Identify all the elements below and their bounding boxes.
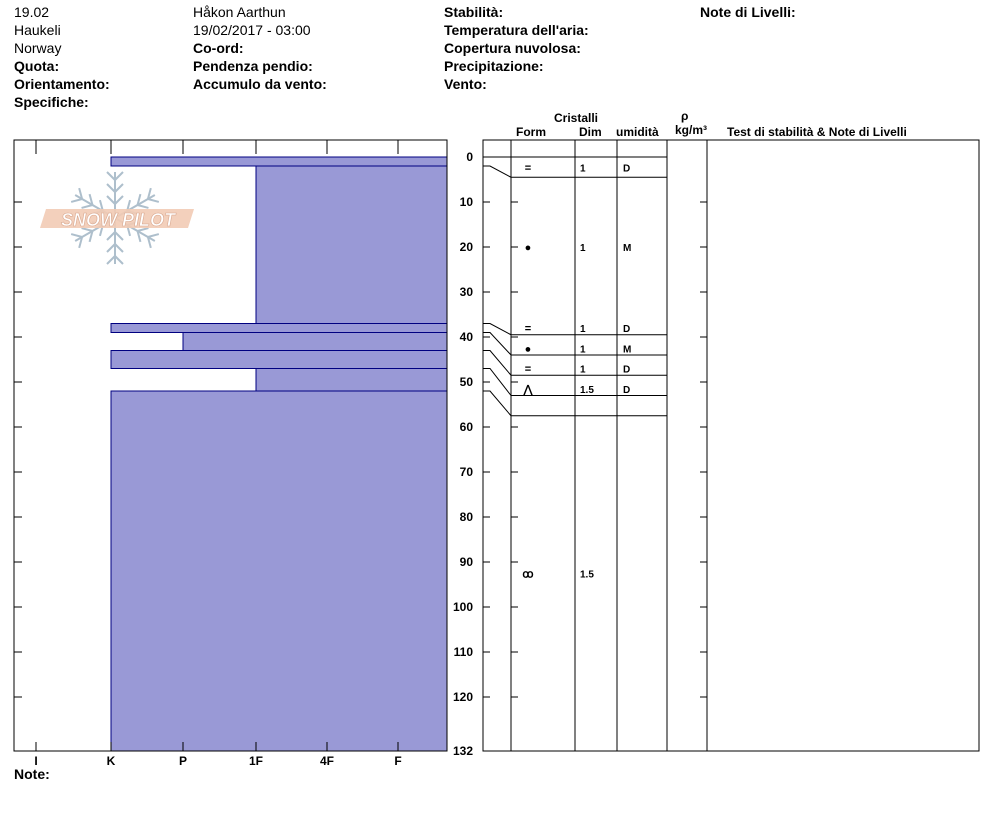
header-form: Form: [516, 125, 546, 139]
hardness-layer-6: [111, 391, 447, 751]
depth-label-120: 120: [452, 690, 473, 704]
precipitation-label: Precipitazione:: [444, 58, 544, 74]
depth-label-132: 132: [452, 744, 473, 758]
slope-label: Pendenza pendio:: [193, 58, 313, 74]
crystal-dim-0: 1: [580, 163, 586, 175]
depth-label-60: 60: [459, 420, 473, 434]
depth-label-70: 70: [459, 465, 473, 479]
depth-label-100: 100: [452, 600, 473, 614]
crystal-moisture-2: D: [623, 324, 631, 335]
wind-loading-label: Accumulo da vento:: [193, 76, 327, 92]
header-umidita: umidità: [616, 125, 659, 139]
header-stability-notes: Test di stabilità & Note di Livelli: [727, 125, 907, 139]
quota-label: Quota:: [14, 58, 60, 74]
depth-label-50: 50: [459, 375, 473, 389]
crystal-dim-2: 1: [580, 324, 586, 335]
crystal-dim-3: 1: [580, 344, 586, 356]
hardness-layer-4: [111, 351, 447, 369]
crystal-dim-4: 1: [580, 364, 586, 376]
logo-text: SNOW PILOT: [61, 210, 175, 230]
hardness-layer-2: [111, 324, 447, 333]
crystal-moisture-5: D: [623, 384, 631, 396]
crystal-form-2: =: [524, 323, 532, 335]
hardness-label-1F: 1F: [248, 754, 264, 768]
header-dim: Dim: [579, 125, 602, 139]
crystal-moisture-1: M: [623, 243, 632, 254]
table-frame: [483, 140, 979, 751]
depth-label-80: 80: [459, 510, 473, 524]
stability-label: Stabilità:: [444, 4, 504, 20]
crystal-dim-5: 1.5: [580, 384, 594, 396]
hardness-layer-5: [256, 369, 447, 392]
depth-label-10: 10: [459, 195, 473, 209]
header-rho: ρ: [681, 109, 689, 123]
crystal-form-3: ●: [524, 343, 532, 356]
orientation-label: Orientamento:: [14, 76, 110, 92]
crystal-moisture-4: D: [623, 364, 631, 376]
specifics-label: Specifiche:: [14, 94, 89, 110]
depth-label-20: 20: [459, 240, 473, 254]
observer-name: Håkon Aarthun: [193, 4, 286, 20]
crystal-dim-6: 1.5: [580, 569, 594, 581]
header-cristalli: Cristalli: [554, 111, 599, 125]
row-connector-4: [483, 351, 511, 376]
note-label: Note:: [14, 766, 50, 782]
hardness-label-I: I: [34, 754, 38, 768]
observation-date: 19/02/2017 - 03:00: [193, 22, 311, 38]
hardness-layers: [111, 157, 447, 751]
snowpilot-logo: [40, 172, 194, 264]
hardness-label-4F: 4F: [319, 754, 335, 768]
crystal-form-4: =: [524, 363, 532, 376]
wind-label: Vento:: [444, 76, 487, 92]
crystal-moisture-0: D: [623, 163, 631, 175]
row-connector-6: [483, 391, 511, 416]
hardness-label-K: K: [106, 754, 116, 768]
location-name: Haukeli: [14, 22, 61, 38]
row-connector-1: [483, 166, 511, 177]
hardness-layer-1: [256, 166, 447, 324]
depth-label-110: 110: [453, 645, 473, 659]
location-id: 19.02: [14, 4, 50, 20]
hardness-layer-3: [183, 333, 447, 351]
cloud-cover-label: Copertura nuvolosa:: [444, 40, 581, 56]
hardness-layer-0: [111, 157, 447, 166]
hardness-label-P: P: [178, 754, 188, 768]
hardness-axis-labels: [34, 754, 401, 768]
coord-label: Co-ord:: [193, 40, 244, 56]
crystal-form-1: ●: [524, 242, 532, 254]
depth-label-90: 90: [459, 555, 473, 569]
country: Norway: [14, 40, 62, 56]
crystal-table: [483, 140, 979, 751]
crystal-dim-1: 1: [580, 243, 586, 254]
crystal-form-0: =: [524, 162, 532, 175]
row-connector-3: [483, 333, 511, 356]
crystal-moisture-3: M: [623, 344, 632, 356]
header-density-unit: kg/m³: [675, 123, 708, 137]
depth-label-30: 30: [459, 285, 473, 299]
crystal-form-5: ⋀: [523, 383, 533, 396]
air-temp-label: Temperatura dell'aria:: [444, 22, 589, 38]
row-connector-2: [483, 324, 511, 335]
hardness-label-F: F: [394, 754, 402, 768]
depth-label-0: 0: [466, 150, 473, 164]
depth-label-40: 40: [459, 330, 473, 344]
crystal-form-6: ꝏ: [522, 568, 534, 581]
layer-notes-label: Note di Livelli:: [700, 4, 796, 20]
